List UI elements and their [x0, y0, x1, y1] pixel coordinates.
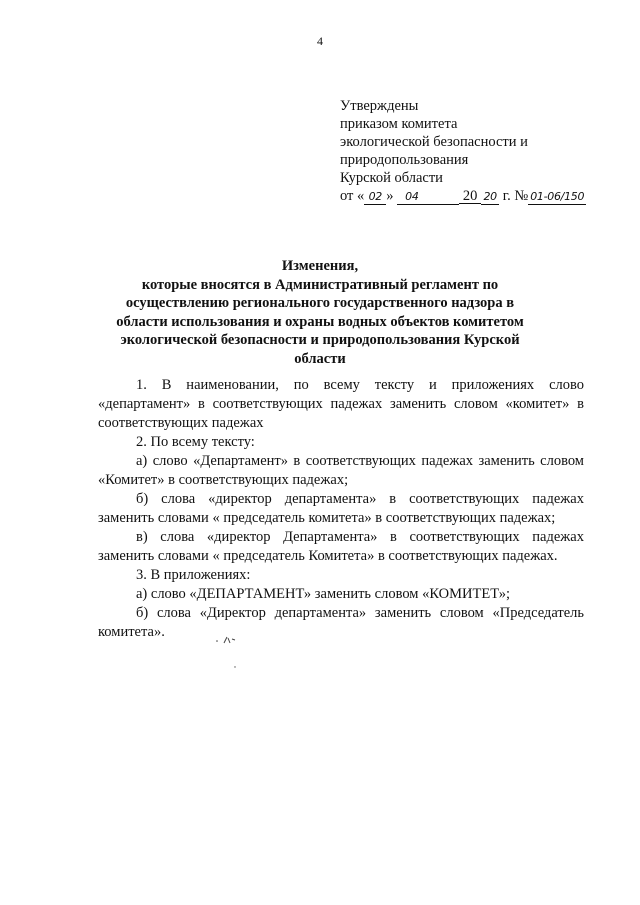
date-year-suffix: 20 [481, 190, 499, 205]
title-heading: Изменения, [281, 258, 359, 274]
approval-line-3: экологической безопасности и [340, 134, 528, 150]
document-title [100, 257, 540, 368]
paragraph-1: 1. В наименовании, по всему тексту и приложениях слово «департамент» в соответствующих падежах заменить словом «комитет» в соответствующих падежах [98, 377, 584, 431]
document-body [98, 376, 584, 642]
date-year-unit: г. [502, 188, 511, 204]
paragraph-3b: б) слова «Директор департамента» заменить словом «Председатель комитета». [98, 605, 584, 640]
paragraph-2: 2. По всему тексту: [136, 434, 255, 450]
approval-line-1: Утверждены [340, 98, 419, 114]
title-line-1: которые вносятся в Административный регламент по [141, 276, 499, 293]
approval-line-5: Курской области [340, 170, 443, 186]
approval-line-4: природопользования [340, 152, 469, 168]
approval-line-2: приказом комитета [340, 116, 458, 132]
scan-artifact-mark [214, 634, 240, 646]
paragraph-3: 3. В приложениях: [136, 567, 251, 583]
scan-artifact-dot [232, 664, 238, 670]
paragraph-2b: б) слова «директор департамента» в соответствующих падежах заменить словами « председатель комитета» в соответствующих падежах; [98, 491, 584, 526]
date-day-close: » [386, 188, 394, 204]
approval-date-line [340, 187, 610, 205]
paragraph-2c: в) слова «директор Департамента» в соответствующих падежах заменить словами « председатель Комитета» в соответствующих падежах. [98, 529, 584, 564]
paragraph-2a: а) слово «Департамент» в соответствующих падежах заменить словом «Комитет» в соответствующих падежах; [98, 453, 584, 488]
page-number: 4 [317, 34, 323, 48]
number-sign: № [514, 188, 529, 204]
date-year-prefix: 20 [459, 189, 481, 204]
title-line-5: области [294, 350, 346, 367]
date-day: 02 [364, 190, 386, 205]
title-line-2: осуществлению регионального государственного надзора в [125, 295, 515, 311]
paragraph-3a: а) слово «ДЕПАРТАМЕНТ» заменить словом «КОМИТЕТ»; [136, 586, 510, 602]
approval-stamp [340, 97, 610, 205]
title-line-4: экологической безопасности и природопользования Курской [120, 332, 520, 348]
date-month: 04 [397, 190, 459, 205]
order-number: 01-06/150 [528, 190, 586, 205]
title-line-3: области использования и охраны водных объектов комитетом [116, 313, 524, 330]
date-prefix: от « [340, 188, 365, 204]
